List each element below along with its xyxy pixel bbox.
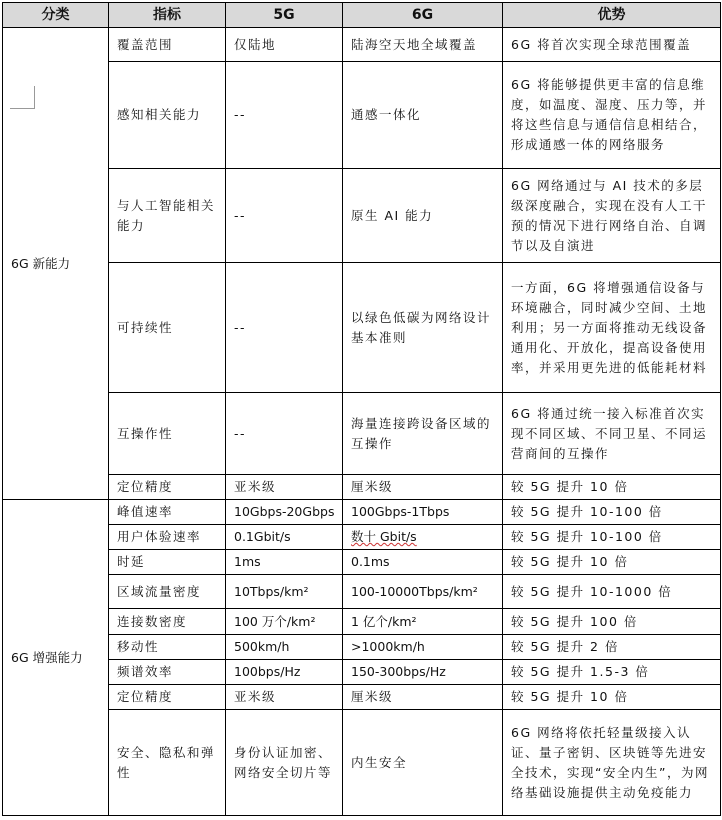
table-row — [3, 525, 721, 550]
indicator-cell: 频谱效率 — [109, 660, 226, 685]
6g-cell: 原生 AI 能力 — [343, 169, 503, 263]
5g-cell: -- — [226, 263, 343, 393]
table-row — [3, 609, 721, 635]
6g-cell: 150-300bps/Hz — [343, 660, 503, 685]
6g-cell: 0.1ms — [343, 550, 503, 575]
indicator-cell: 区域流量密度 — [109, 575, 226, 609]
5g-cell: 10Gbps-20Gbps — [226, 500, 343, 525]
6g-cell: >1000km/h — [343, 635, 503, 660]
indicator-cell: 定位精度 — [109, 685, 226, 710]
5g-cell: 仅陆地 — [226, 28, 343, 62]
header-category: 分类 — [3, 3, 109, 28]
advantage-cell: 6G 将首次实现全球范围覆盖 — [503, 28, 721, 62]
6g-cell: 内生安全 — [343, 710, 503, 816]
advantage-cell: 较 5G 提升 10 倍 — [503, 685, 721, 710]
advantage-cell: 较 5G 提升 10 倍 — [503, 550, 721, 575]
table-row — [3, 263, 721, 393]
advantage-cell: 6G 将能够提供更丰富的信息维度，如温度、湿度、压力等，并将这些信息与通信信息相结合，形成通感一体的网络服务 — [503, 62, 721, 169]
6g-cell: 厘米级 — [343, 685, 503, 710]
advantage-cell: 较 5G 提升 2 倍 — [503, 635, 721, 660]
indicator-cell: 互操作性 — [109, 393, 226, 475]
table-row — [3, 575, 721, 609]
table-row — [3, 393, 721, 475]
indicator-cell: 连接数密度 — [109, 609, 226, 635]
indicator-cell: 定位精度 — [109, 475, 226, 500]
indicator-cell: 时延 — [109, 550, 226, 575]
advantage-cell: 一方面，6G 将增强通信设备与环境融合，同时减少空间、土地利用；另一方面将推动无线设备通用化、开放化，提高设备使用率，并采用更先进的低能耗材料 — [503, 263, 721, 393]
indicator-cell: 安全、隐私和弹性 — [109, 710, 226, 816]
table-row — [3, 475, 721, 500]
table-row — [3, 550, 721, 575]
5g-cell: 身份认证加密、网络安全切片等 — [226, 710, 343, 816]
advantage-cell: 较 5G 提升 10-100 倍 — [503, 525, 721, 550]
5g-cell: 0.1Gbit/s — [226, 525, 343, 550]
category-cell-enhanced: 6G 增强能力 — [3, 500, 109, 816]
6g-cell: 以绿色低碳为网络设计基本准则 — [343, 263, 503, 393]
6g-cell: 100Gbps-1Tbps — [343, 500, 503, 525]
6g-cell: 通感一体化 — [343, 62, 503, 169]
6g-cell: 100-10000Tbps/km² — [343, 575, 503, 609]
table-row — [3, 710, 721, 816]
table-row — [3, 62, 721, 169]
category-cell-new: 6G 新能力 — [3, 28, 109, 500]
advantage-cell: 较 5G 提升 10-100 倍 — [503, 500, 721, 525]
advantage-cell: 6G 网络通过与 AI 技术的多层级深度融合，实现在没有人工干预的情况下进行网络自治、自调节以及自演进 — [503, 169, 721, 263]
advantage-cell: 6G 网络将依托轻量级接入认证、量子密钥、区块链等先进安全技术，实现“安全内生”，为网络基础设施提供主动免疫能力 — [503, 710, 721, 816]
5g-cell: 500km/h — [226, 635, 343, 660]
table-row — [3, 28, 721, 62]
indicator-cell: 可持续性 — [109, 263, 226, 393]
indicator-cell: 与人工智能相关能力 — [109, 169, 226, 263]
6g-cell-text: 数十 Gbit/s — [351, 529, 417, 544]
header-row — [3, 3, 721, 28]
table-row — [3, 660, 721, 685]
6g-cell: 厘米级 — [343, 475, 503, 500]
indicator-cell: 覆盖范围 — [109, 28, 226, 62]
6g-cell — [343, 525, 503, 550]
6g-cell: 1 亿个/km² — [343, 609, 503, 635]
5g-cell: -- — [226, 393, 343, 475]
table-row — [3, 500, 721, 525]
5g-cell: -- — [226, 62, 343, 169]
5g-cell: 100 万个/km² — [226, 609, 343, 635]
table-row — [3, 685, 721, 710]
5g-cell: 亚米级 — [226, 475, 343, 500]
advantage-cell: 较 5G 提升 10 倍 — [503, 475, 721, 500]
comparison-table — [2, 2, 721, 816]
5g-cell: 100bps/Hz — [226, 660, 343, 685]
5g-cell: 亚米级 — [226, 685, 343, 710]
table-row — [3, 635, 721, 660]
advantage-cell: 6G 将通过统一接入标准首次实现不同区域、不同卫星、不同运营商间的互操作 — [503, 393, 721, 475]
header-6g: 6G — [343, 3, 503, 28]
6g-cell: 海量连接跨设备区域的互操作 — [343, 393, 503, 475]
advantage-cell: 较 5G 提升 100 倍 — [503, 609, 721, 635]
indicator-cell: 峰值速率 — [109, 500, 226, 525]
indicator-cell: 移动性 — [109, 635, 226, 660]
5g-cell: 10Tbps/km² — [226, 575, 343, 609]
5g-cell: 1ms — [226, 550, 343, 575]
header-advantage: 优势 — [503, 3, 721, 28]
indicator-cell: 用户体验速率 — [109, 525, 226, 550]
advantage-cell: 较 5G 提升 1.5-3 倍 — [503, 660, 721, 685]
header-indicator: 指标 — [109, 3, 226, 28]
6g-cell: 陆海空天地全域覆盖 — [343, 28, 503, 62]
indicator-cell: 感知相关能力 — [109, 62, 226, 169]
5g-cell: -- — [226, 169, 343, 263]
header-5g: 5G — [226, 3, 343, 28]
table-row — [3, 169, 721, 263]
advantage-cell: 较 5G 提升 10-1000 倍 — [503, 575, 721, 609]
